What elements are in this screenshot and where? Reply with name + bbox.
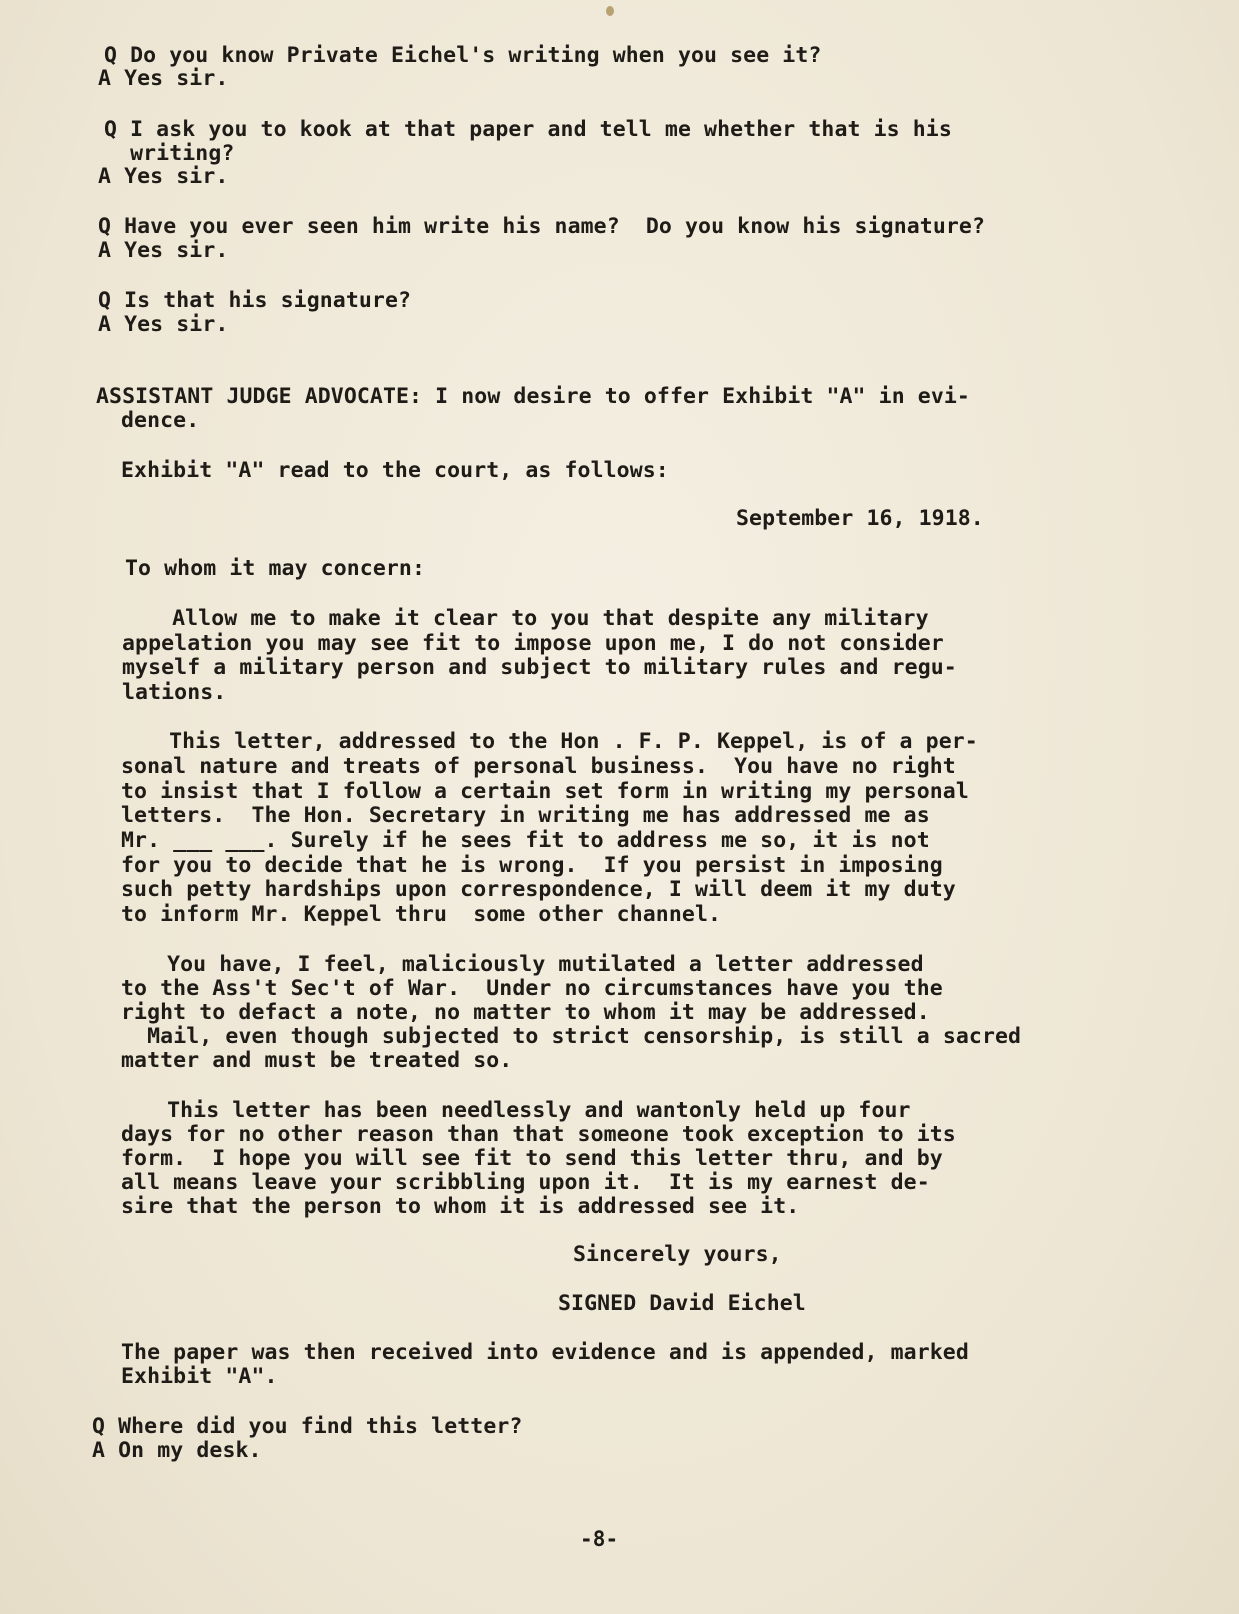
advocate-statement-cont: dence. [121, 408, 200, 433]
evidence-note-cont: Exhibit "A". [121, 1364, 278, 1389]
answer-line: A On my desk. [92, 1438, 262, 1463]
letter-paragraph-line: This letter, addressed to the Hon . F. P. Keppel, is of a per- [143, 729, 978, 754]
letter-paragraph-line: Mail, even though subjected to strict censorship, is still a sacred [108, 1024, 1022, 1049]
page-number: -8- [580, 1527, 619, 1551]
letter-paragraph-line: You have, I feel, maliciously mutilated a letter addressed [141, 952, 924, 977]
letter-paragraph-line: myself a military person and subject to military rules and regu- [122, 655, 957, 680]
advocate-statement: ASSISTANT JUDGE ADVOCATE: I now desire to offer Exhibit "A" in evi- [96, 384, 970, 409]
letter-paragraph-line: sire that the person to whom it is addressed see it. [121, 1194, 800, 1219]
letter-paragraph-line: such petty hardships upon correspondence, I will deem it my duty [121, 877, 956, 902]
exhibit-intro: Exhibit "A" read to the court, as follows: [121, 458, 669, 483]
letter-paragraph-line: letters. The Hon. Secretary in writing me has addressed me as [121, 803, 930, 828]
letter-date: September 16, 1918. [736, 506, 984, 531]
letter-paragraph-line: all means leave your scribbling upon it. It is my earnest de- [121, 1170, 930, 1195]
letter-paragraph-line: form. I hope you will see fit to send this letter thru, and by [121, 1146, 943, 1171]
ink-speck [606, 6, 614, 16]
question-line: Q Have you ever seen him write his name? Do you know his signature? [98, 214, 985, 239]
letter-paragraph-line: matter and must be treated so. [121, 1048, 513, 1073]
letter-paragraph-line: Mr. ___ ___. Surely if he sees fit to address me so, it is not [121, 828, 930, 853]
letter-paragraph-line: to the Ass't Sec't of War. Under no circumstances have you the [121, 976, 943, 1001]
answer-line: A Yes sir. [98, 238, 229, 263]
answer-line: A Yes sir. [98, 312, 229, 337]
question-line: Q Do you know Private Eichel's writing when you see it? [104, 43, 822, 68]
letter-paragraph-line: to insist that I follow a certain set form in writing my personal [121, 779, 969, 804]
letter-paragraph-line: for you to decide that he is wrong. If you persist in imposing [121, 853, 943, 878]
letter-salutation: To whom it may concern: [125, 556, 426, 581]
question-line: Q Where did you find this letter? [92, 1414, 523, 1439]
answer-line: A Yes sir. [98, 164, 229, 189]
letter-paragraph-line: sonal nature and treats of personal business. You have no right [121, 754, 956, 779]
letter-paragraph-line: This letter has been needlessly and wantonly held up four [141, 1098, 911, 1123]
letter-paragraph-line: right to defact a note, no matter to whom it may be addressed. [121, 1000, 930, 1025]
question-line-cont: writing? [104, 141, 235, 166]
question-line: Q I ask you to kook at that paper and tell me whether that is his [104, 117, 952, 142]
letter-paragraph-line: lations. [122, 680, 227, 705]
evidence-note: The paper was then received into evidence and is appended, marked [121, 1340, 969, 1365]
letter-paragraph-line: Allow me to make it clear to you that despite any military [146, 606, 929, 631]
letter-paragraph-line: days for no other reason than that someone took exception to its [121, 1122, 956, 1147]
answer-line: A Yes sir. [98, 66, 229, 91]
letter-closing: Sincerely yours, [573, 1242, 782, 1267]
question-line: Q Is that his signature? [98, 288, 412, 313]
letter-paragraph-line: appelation you may see fit to impose upon me, I do not consider [122, 631, 944, 656]
letter-paragraph-line: to inform Mr. Keppel thru some other channel. [121, 902, 722, 927]
letter-signature: SIGNED David Eichel [558, 1291, 806, 1316]
